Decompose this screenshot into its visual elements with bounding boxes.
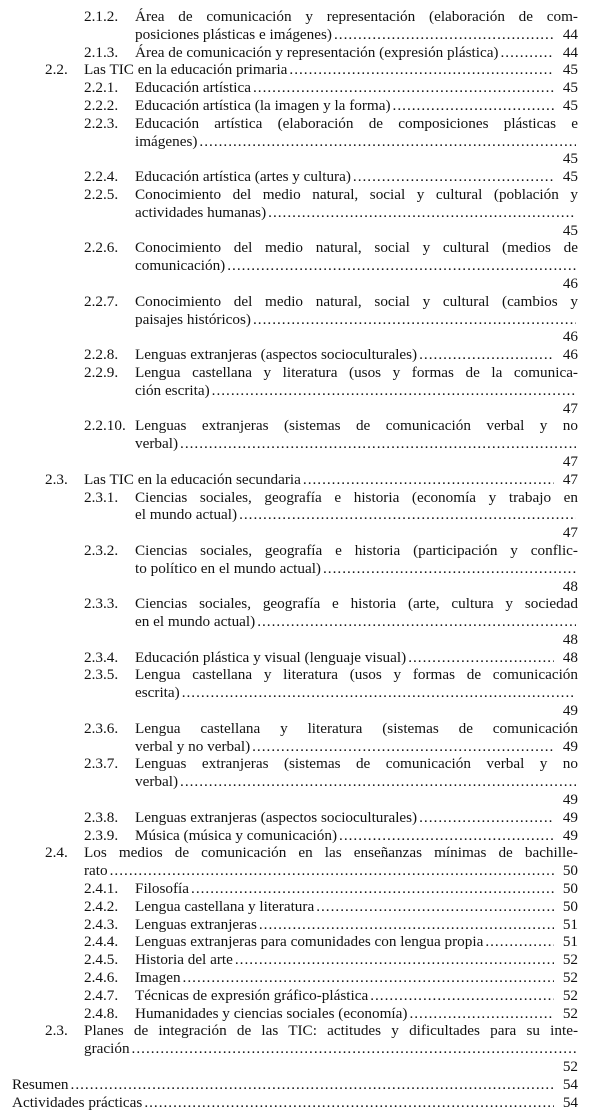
toc-entry[interactable] <box>0 827 600 845</box>
dot-leader <box>257 613 576 631</box>
toc-entry-number: 2.3.2. <box>84 541 119 559</box>
toc-entry-number: 2.2.2. <box>84 96 119 114</box>
toc-entry-title: Lengua castellana y literatura (usos y formas de la comunica- <box>135 363 578 381</box>
toc-entry[interactable] <box>0 880 600 898</box>
page-number: 49 <box>562 702 578 720</box>
toc-entry-title: Educación artística (elaboración de composiciones plásticas e <box>135 114 578 132</box>
toc-entry-title: verbal) <box>135 435 179 453</box>
toc-entry[interactable] <box>0 916 600 934</box>
toc-entry-number: 2.4.4. <box>84 933 119 951</box>
toc-entry-title: verbal y no verbal) <box>135 737 251 755</box>
page-number: 52 <box>562 986 578 1004</box>
dot-leader <box>235 951 554 969</box>
toc-entry-title: Lenguas extranjeras (sistemas de comunicación verbal y no <box>135 755 578 773</box>
toc-entry-number: 2.3. <box>45 470 68 488</box>
page-number: 54 <box>562 1075 578 1093</box>
toc-entry-title: Lenguas extranjeras <box>135 915 257 933</box>
dot-leader <box>144 1094 554 1111</box>
toc-entry-title: escrita) <box>135 684 180 702</box>
toc-entry[interactable] <box>0 186 600 239</box>
toc-entry-number: 2.2.5. <box>84 185 119 203</box>
dot-leader <box>323 560 576 578</box>
toc-entry[interactable] <box>0 898 600 916</box>
page-number: 50 <box>562 897 578 915</box>
toc-entry-title: Ciencias sociales, geografía e historia (participación y conflic- <box>135 541 578 559</box>
toc-entry-number: 2.2.1. <box>84 79 119 97</box>
toc-entry[interactable] <box>0 1005 600 1023</box>
dot-leader <box>110 862 554 880</box>
toc-entry-number: 2.3.7. <box>84 755 119 773</box>
page-number: 47 <box>562 399 578 417</box>
toc-entry[interactable] <box>0 239 600 292</box>
toc-entry-number: 2.4.1. <box>84 880 119 898</box>
toc-entry-number: 2.3. <box>45 1022 68 1040</box>
toc-entry[interactable] <box>0 844 600 880</box>
page-number: 52 <box>562 1004 578 1022</box>
toc-entry-title: Imagen <box>135 969 181 987</box>
toc-entry-title: gración <box>84 1040 130 1058</box>
page-number: 47 <box>562 452 578 470</box>
dot-leader <box>339 827 554 845</box>
dot-leader <box>183 969 554 987</box>
toc-entry-title: Conocimiento del medio natural, social y cultural (cambios y <box>135 292 578 310</box>
page-number: 44 <box>562 25 578 43</box>
toc-entry-title: Las TIC en la educación primaria <box>84 61 288 79</box>
toc-entry[interactable] <box>0 649 600 667</box>
toc-entry[interactable] <box>0 969 600 987</box>
toc-entry-number: 2.4.6. <box>84 969 119 987</box>
toc-entry-title: Área de comunicación y representación (expresión plástica) <box>135 43 499 61</box>
toc-entry-number: 2.4.3. <box>84 915 119 933</box>
toc-entry-title: actividades humanas) <box>135 203 267 221</box>
toc-entry-number: 2.2.7. <box>84 292 119 310</box>
page-number: 51 <box>562 915 578 933</box>
toc-entry[interactable] <box>0 346 600 364</box>
dot-leader <box>253 311 576 329</box>
toc-entry-title: to político en el mundo actual) <box>135 559 321 577</box>
toc-entry-title: en el mundo actual) <box>135 613 256 631</box>
dot-leader <box>180 773 576 791</box>
dot-leader <box>259 916 554 934</box>
toc-entry-title: Lengua castellana y literatura (sistemas de comunicación <box>135 719 578 737</box>
dot-leader <box>180 435 576 453</box>
toc-entry-title: Planes de integración de las TIC: actitudes y dificultades para su inte- <box>84 1022 578 1040</box>
toc-entry[interactable] <box>0 542 600 595</box>
page-number: 44 <box>562 43 578 61</box>
toc-entry[interactable] <box>0 595 600 648</box>
toc-entry-number: 2.4.7. <box>84 986 119 1004</box>
page-number: 49 <box>562 737 578 755</box>
page-number: 45 <box>562 96 578 114</box>
toc-entry-title: Lengua castellana y literatura <box>135 897 315 915</box>
toc-entry-number: 2.3.9. <box>84 826 119 844</box>
dot-leader <box>268 204 576 222</box>
toc-entry-title: Ciencias sociales, geografía e historia (economía y trabajo en <box>135 488 578 506</box>
toc-entry-number: 2.2.9. <box>84 363 119 381</box>
toc-entry[interactable] <box>0 720 600 756</box>
toc-entry-title: Actividades prácticas <box>12 1093 143 1111</box>
toc-entry[interactable] <box>0 364 600 417</box>
dot-leader <box>334 26 554 44</box>
toc-entry-number: 2.2.8. <box>84 346 119 364</box>
toc-entry-title: posiciones plásticas e imágenes) <box>135 25 332 43</box>
toc-entry-number: 2.1.2. <box>84 8 119 25</box>
page-number: 46 <box>562 274 578 292</box>
toc-entry[interactable] <box>0 471 600 489</box>
toc-entry[interactable] <box>0 933 600 951</box>
toc-entry[interactable] <box>0 951 600 969</box>
toc-entry-number: 2.2.3. <box>84 114 119 132</box>
toc-entry-title: Técnicas de expresión gráfico-plástica <box>135 986 369 1004</box>
toc-entry-number: 2.2.4. <box>84 168 119 186</box>
dot-leader <box>227 257 576 275</box>
dot-leader <box>132 1040 576 1058</box>
toc-entry[interactable] <box>0 97 600 115</box>
page-number: 48 <box>562 648 578 666</box>
page-number: 52 <box>562 969 578 987</box>
toc-entry[interactable] <box>0 1076 600 1094</box>
dot-leader <box>419 809 554 827</box>
dot-leader <box>485 933 554 951</box>
toc-entry-title: verbal) <box>135 773 179 791</box>
toc-entry-title: Lenguas extranjeras (aspectos socioculturales) <box>135 808 418 826</box>
toc-entry[interactable] <box>0 417 600 470</box>
toc-entry-title: Área de comunicación y representación (elaboración de com- <box>135 8 578 25</box>
toc-entry-title: Música (música y comunicación) <box>135 826 338 844</box>
toc-entry-number: 2.2.6. <box>84 239 119 257</box>
toc-entry-title: Educación plástica y visual (lenguaje visual) <box>135 648 407 666</box>
toc-entry-title: Conocimiento del medio natural, social y cultural (población y <box>135 185 578 203</box>
toc-entry-title: paisajes históricos) <box>135 310 251 328</box>
dot-leader <box>252 738 554 756</box>
dot-leader <box>182 684 576 702</box>
page-number: 47 <box>562 524 578 542</box>
toc-entry-number: 2.4. <box>45 844 68 862</box>
toc-entry[interactable] <box>0 79 600 97</box>
toc-entry[interactable] <box>0 168 600 186</box>
page-number: 52 <box>562 951 578 969</box>
dot-leader <box>289 61 554 79</box>
toc-entry-number: 2.3.6. <box>84 719 119 737</box>
toc-entry-title: Lenguas extranjeras (aspectos socioculturales) <box>135 346 418 364</box>
dot-leader <box>353 168 554 186</box>
dot-leader <box>303 471 554 489</box>
page-number: 49 <box>562 808 578 826</box>
toc-entry-title: Humanidades y ciencias sociales (economía) <box>135 1004 408 1022</box>
page-number: 48 <box>562 577 578 595</box>
toc-entry-title: Educación artística <box>135 79 251 97</box>
toc-entry-title: el mundo actual) <box>135 506 238 524</box>
toc-entry[interactable] <box>0 1094 600 1111</box>
toc-entry-title: Conocimiento del medio natural, social y cultural (medios de <box>135 239 578 257</box>
toc-entry[interactable] <box>0 8 600 44</box>
dot-leader <box>316 898 554 916</box>
dot-leader <box>253 79 554 97</box>
page-number: 54 <box>562 1093 578 1111</box>
toc-entry[interactable] <box>0 666 600 719</box>
page-number: 50 <box>562 862 578 880</box>
dot-leader <box>212 382 576 400</box>
page-number: 46 <box>562 328 578 346</box>
toc-entry-title: Lenguas extranjeras (sistemas de comunicación verbal y no <box>135 417 578 435</box>
toc-entry-number: 2.4.8. <box>84 1004 119 1022</box>
toc-entry[interactable] <box>0 1022 600 1075</box>
toc-entry-number: 2.2.10. <box>84 417 126 435</box>
toc-entry-number: 2.3.1. <box>84 488 119 506</box>
dot-leader <box>501 44 555 62</box>
dot-leader <box>408 649 554 667</box>
table-of-contents <box>0 8 600 1111</box>
toc-entry-title: ción escrita) <box>135 381 210 399</box>
toc-entry-number: 2.3.3. <box>84 595 119 613</box>
dot-leader <box>409 1005 554 1023</box>
toc-entry-title: Lengua castellana y literatura (usos y formas de comunicación <box>135 666 578 684</box>
page-number: 45 <box>562 150 578 168</box>
page-number: 45 <box>562 221 578 239</box>
toc-entry-number: 2.4.2. <box>84 897 119 915</box>
dot-leader <box>393 97 554 115</box>
dot-leader <box>199 133 576 151</box>
page-number: 51 <box>562 933 578 951</box>
toc-entry-number: 2.2. <box>45 61 68 79</box>
toc-entry[interactable] <box>0 61 600 79</box>
page-number: 50 <box>562 880 578 898</box>
toc-entry-number: 2.3.8. <box>84 808 119 826</box>
toc-entry[interactable] <box>0 809 600 827</box>
toc-entry-title: Las TIC en la educación secundaria <box>84 470 301 488</box>
dot-leader <box>191 880 554 898</box>
toc-entry-number: 2.1.3. <box>84 43 119 61</box>
toc-entry-title: Resumen <box>12 1075 69 1093</box>
dot-leader <box>239 506 576 524</box>
dot-leader <box>71 1076 554 1094</box>
toc-entry-title: Los medios de comunicación en las enseñanzas mínimas de bachille- <box>84 844 578 862</box>
page-number: 52 <box>562 1058 578 1076</box>
page-number: 49 <box>562 791 578 809</box>
toc-entry[interactable] <box>0 755 600 808</box>
toc-entry-title: Educación artística (la imagen y la forma) <box>135 96 391 114</box>
page-number: 46 <box>562 346 578 364</box>
toc-entry-number: 2.3.5. <box>84 666 119 684</box>
toc-entry[interactable] <box>0 489 600 542</box>
page-number: 48 <box>562 630 578 648</box>
page-number: 45 <box>562 168 578 186</box>
toc-entry[interactable] <box>0 987 600 1005</box>
toc-entry-title: Educación artística (artes y cultura) <box>135 168 351 186</box>
toc-entry-title: comunicación) <box>135 257 226 275</box>
page-number: 47 <box>562 470 578 488</box>
toc-entry-number: 2.4.5. <box>84 951 119 969</box>
toc-entry-title: Lenguas extranjeras para comunidades con lengua propia <box>135 933 484 951</box>
toc-entry[interactable] <box>0 293 600 346</box>
page-number: 45 <box>562 61 578 79</box>
toc-entry[interactable] <box>0 115 600 168</box>
page-number: 49 <box>562 826 578 844</box>
toc-entry-title: imágenes) <box>135 132 198 150</box>
toc-entry-title: Historia del arte <box>135 951 233 969</box>
dot-leader <box>370 987 554 1005</box>
page-number: 45 <box>562 79 578 97</box>
toc-entry[interactable] <box>0 44 600 62</box>
toc-entry-number: 2.3.4. <box>84 648 119 666</box>
toc-entry-title: Ciencias sociales, geografía e historia (arte, cultura y sociedad <box>135 595 578 613</box>
dot-leader <box>419 346 554 364</box>
toc-entry-title: Filosofía <box>135 880 190 898</box>
toc-entry-title: rato <box>84 862 108 880</box>
